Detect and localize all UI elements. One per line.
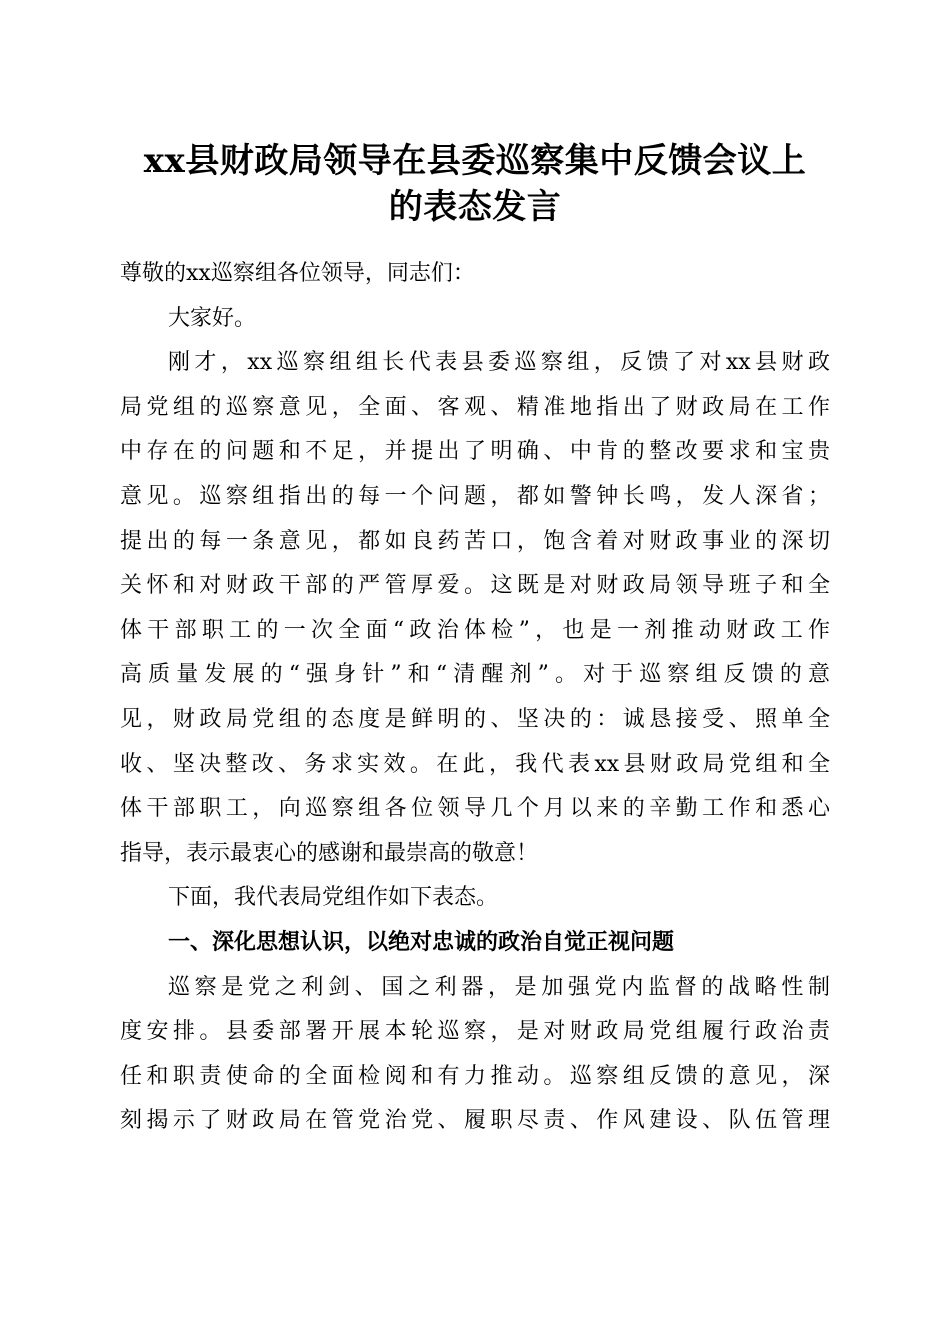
document-title bbox=[110, 138, 840, 230]
salutation bbox=[120, 252, 830, 297]
paragraph-line: 任和职责使命的全面检阅和有力推动。巡察组反馈的意见，深 bbox=[120, 1063, 830, 1089]
paragraph-1 bbox=[120, 341, 830, 876]
paragraph-line: 中存在的问题和不足，并提出了明确、中肯的整改要求和宝贵 bbox=[120, 439, 830, 465]
paragraph-line: 高质量发展的“强身针”和“清醒剂”。对于巡察组反馈的意 bbox=[120, 662, 830, 688]
paragraph-line: 关怀和对财政干部的严管厚爱。这既是对财政局领导班子和全 bbox=[120, 573, 830, 599]
title-line-1: xx县财政局领导在县委巡察集中反馈会议上 bbox=[143, 141, 807, 181]
paragraph-line: 见，财政局党组的态度是鲜明的、坚决的：诚恳接受、照单全 bbox=[120, 706, 830, 732]
title-line-2: 的表态发言 bbox=[388, 187, 562, 227]
paragraph-line: 指导，表示最衷心的感谢和最崇高的敬意！ bbox=[120, 840, 539, 866]
paragraph-line: 刻揭示了财政局在管党治党、履职尽责、作风建设、队伍管理 bbox=[120, 1108, 830, 1134]
paragraph-line: 收、坚决整改、务求实效。在此，我代表xx县财政局党组和全 bbox=[120, 751, 830, 777]
section-heading-text: 一、深化思想认识，以绝对忠诚的政治自觉正视问题 bbox=[168, 929, 675, 955]
document-body bbox=[120, 252, 830, 1144]
paragraph-line: 下面，我代表局党组作如下表态。 bbox=[168, 885, 499, 911]
greeting-paragraph bbox=[120, 297, 830, 342]
paragraph-3 bbox=[120, 966, 830, 1144]
paragraph-line: 刚才，xx巡察组组长代表县委巡察组，反馈了对xx县财政 bbox=[168, 350, 830, 376]
paragraph-line: 巡察是党之利剑、国之利器，是加强党内监督的战略性制 bbox=[168, 974, 830, 1000]
paragraph-line: 度安排。县委部署开展本轮巡察，是对财政局党组履行政治责 bbox=[120, 1019, 830, 1045]
paragraph-line: 体干部职工，向巡察组各位领导几个月以来的辛勤工作和悉心 bbox=[120, 796, 830, 822]
paragraph-line: 意见。巡察组指出的每一个问题，都如警钟长鸣，发人深省； bbox=[120, 483, 830, 509]
salutation-text: 尊敬的xx巡察组各位领导，同志们： bbox=[120, 261, 475, 286]
paragraph-line: 提出的每一条意见，都如良药苦口，饱含着对财政事业的深切 bbox=[120, 528, 830, 554]
greeting-text: 大家好。 bbox=[168, 305, 257, 331]
paragraph-line: 体干部职工的一次全面“政治体检”，也是一剂推动财政工作 bbox=[120, 617, 830, 643]
paragraph-2 bbox=[120, 876, 830, 921]
section-heading-1 bbox=[120, 921, 830, 966]
paragraph-line: 局党组的巡察意见，全面、客观、精准地指出了财政局在工作 bbox=[120, 394, 830, 420]
